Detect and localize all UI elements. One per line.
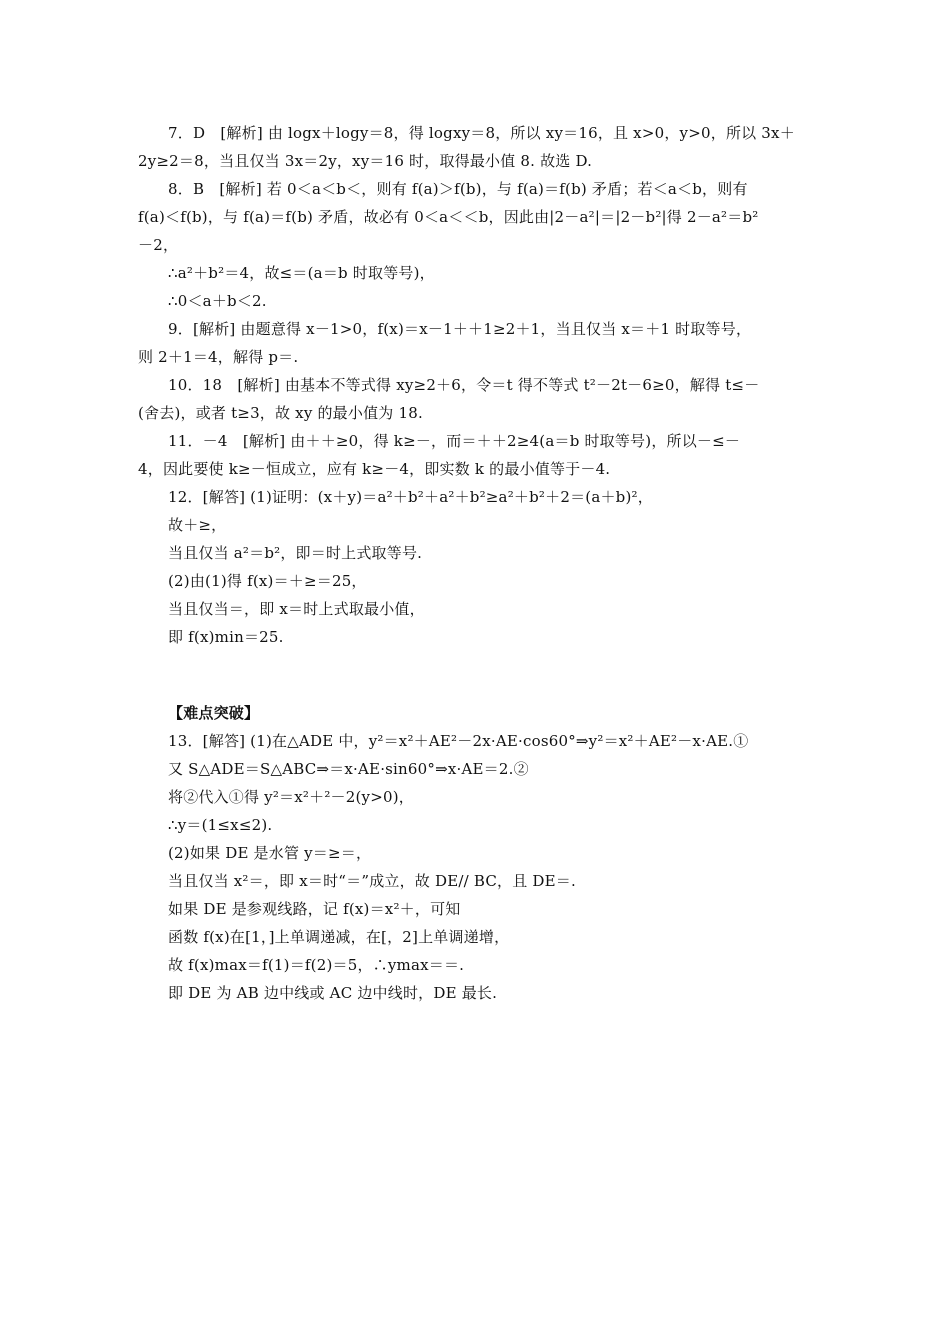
solution-7-line-1: 7．D [解析] 由 logx＋logy＝8，得 logxy＝8，所以 xy＝16，且 x>0，y>0，所以 3x＋ <box>168 124 795 142</box>
solution-12-line-1: 12．[解答] (1)证明：(x＋y)＝a²＋b²＋a²＋b²≥a²＋b²＋2＝(a＋b)²， <box>168 488 653 506</box>
solution-12-line-5: 当且仅当＝，即 x＝时上式取最小值， <box>168 600 425 618</box>
solution-13-line-10: 即 DE 为 AB 边中线或 AC 边中线时，DE 最长. <box>168 984 498 1002</box>
solution-10-line-2: (舍去)，或者 t≥3，故 xy 的最小值为 18. <box>138 404 423 422</box>
solution-13-line-1: 13．[解答] (1)在△ADE 中，y²＝x²＋AE²－2x·AE·cos60°⇒y²＝x²＋AE²－x·AE.① <box>168 732 749 750</box>
solution-13-line-9: 故 f(x)max＝f(1)＝f(2)＝5，∴ymax＝＝. <box>168 956 465 974</box>
solution-12-line-6: 即 f(x)min＝25. <box>168 628 284 646</box>
solution-11-line-2: 4，因此要使 k≥－恒成立，应有 k≥－4，即实数 k 的最小值等于－4. <box>138 460 611 478</box>
solution-8-line-5: ∴0＜a＋b＜2. <box>168 292 267 310</box>
solution-11-line-1: 11．－4 [解析] 由＋＋≥0，得 k≥－，而＝＋＋2≥4(a＝b 时取等号)，所以－≤－ <box>168 432 741 450</box>
breakthrough-heading: 【难点突破】 <box>168 704 260 722</box>
solution-12-line-4: (2)由(1)得 f(x)＝＋≥＝25， <box>168 572 367 590</box>
solution-9-line-2: 则 2＋1＝4，解得 p＝. <box>138 348 299 366</box>
solution-13-line-2: 又 S△ADE＝S△ABC⇒＝x·AE·sin60°⇒x·AE＝2.② <box>168 760 529 778</box>
solution-9-line-1: 9．[解析] 由题意得 x－1>0，f(x)＝x－1＋＋1≥2＋1，当且仅当 x＝＋1 时取等号， <box>168 320 752 338</box>
solution-13-line-4: ∴y＝(1≤x≤2). <box>168 816 273 834</box>
solution-7-line-2: 2y≥2＝8，当且仅当 3x＝2y，xy＝16 时，取得最小值 8. 故选 D. <box>138 152 593 170</box>
solution-13-line-3: 将②代入①得 y²＝x²＋²－2(y>0)， <box>168 788 414 806</box>
solution-8-line-4: ∴a²＋b²＝4，故≤＝(a＝b 时取等号)， <box>168 264 435 282</box>
solution-12-line-2: 故＋≥， <box>168 516 227 534</box>
solution-8-line-2: f(a)＜f(b)，与 f(a)＝f(b) 矛盾，故必有 0＜a＜＜b，因此由|2－a²|＝|2－b²|得 2－a²＝b² <box>138 208 759 226</box>
solution-13-line-7: 如果 DE 是参观线路，记 f(x)＝x²＋，可知 <box>168 900 461 918</box>
solution-8-line-3: －2， <box>138 236 179 254</box>
solution-8-line-1: 8．B [解析] 若 0＜a＜b＜，则有 f(a)＞f(b)，与 f(a)＝f(b) 矛盾；若＜a＜b，则有 <box>168 180 748 198</box>
solution-13-line-5: (2)如果 DE 是水管 y＝≥＝， <box>168 844 372 862</box>
solution-13-line-8: 函数 f(x)在[1，]上单调递减，在[，2]上单调递增， <box>168 928 510 946</box>
solution-10-line-1: 10．18 [解析] 由基本不等式得 xy≥2＋6，令＝t 得不等式 t²－2t－6≥0，解得 t≤－ <box>168 376 760 394</box>
solution-13-line-6: 当且仅当 x²＝，即 x＝时“＝”成立，故 DE// BC，且 DE＝. <box>168 872 576 890</box>
solution-12-line-3: 当且仅当 a²＝b²，即＝时上式取等号. <box>168 544 423 562</box>
